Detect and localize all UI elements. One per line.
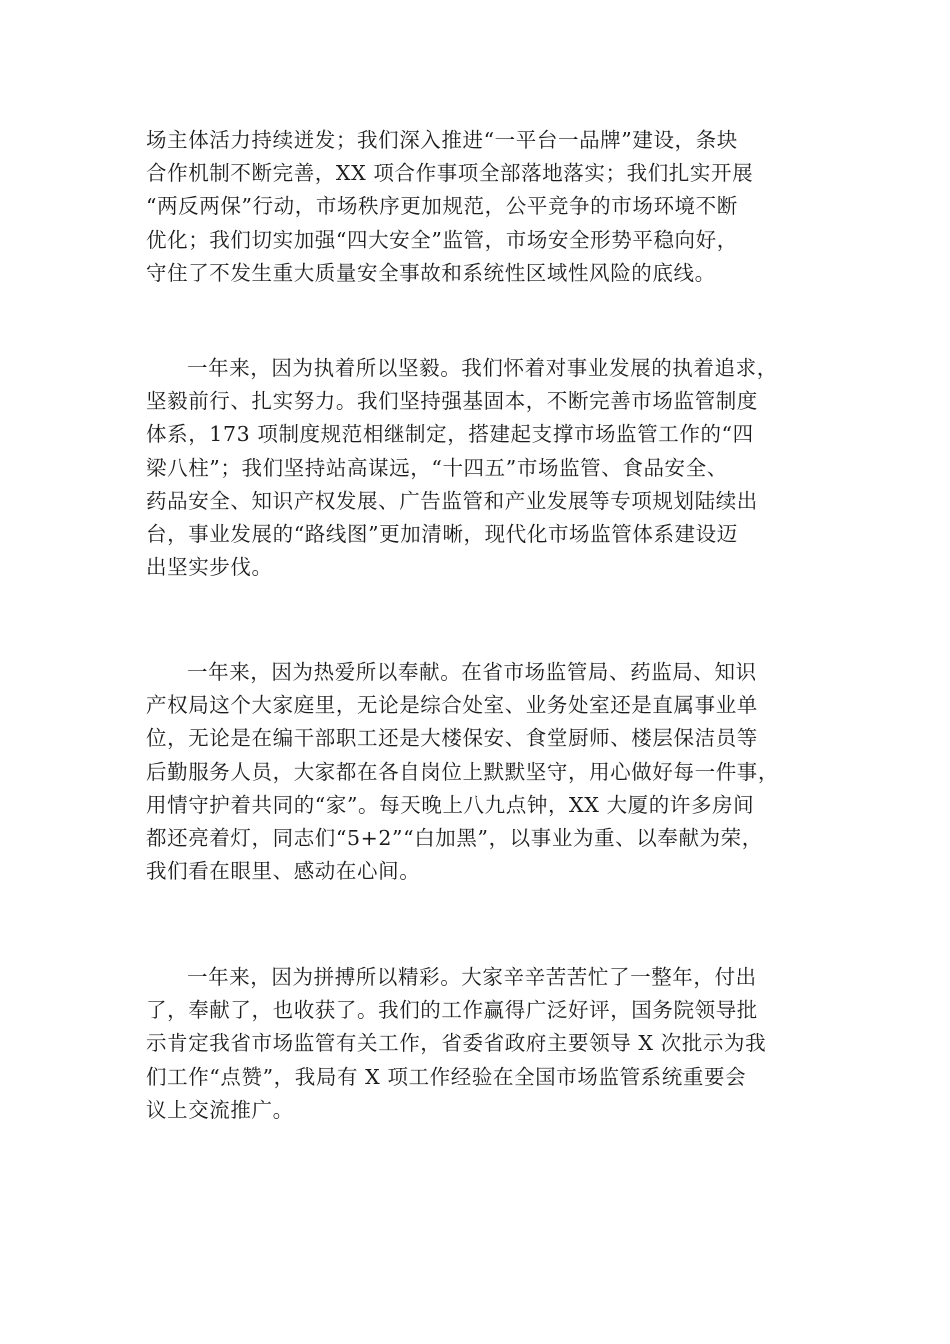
text-line: 用情守护着共同的“家”。每天晚上八九点钟，XX 大厦的许多房间 [146,792,755,817]
text-line: 了，奉献了，也收获了。我们的工作赢得广泛好评，国务院领导批 [146,998,758,1023]
text-line: 一年来，因为热爱所以奉献。在省市场监管局、药监局、知识 [187,660,757,684]
text-line: 出坚实步伐。 [146,555,273,580]
paragraph-perseverance [146,352,814,584]
text-line: 位，无论是在编干部职工还是大楼保安、食堂厨师、楼层保洁员等 [146,726,758,751]
text-line: 药品安全、知识产权发展、广告监管和产业发展等专项规划陆续出 [146,488,758,513]
text-line: 体系，173 项制度规范相继制定，搭建起支撑市场监管工作的“四 [146,422,754,447]
text-line: 坚毅前行、扎实努力。我们坚持强基固本，不断完善市场监管制度 [146,389,758,414]
text-line: 场主体活力持续迸发；我们深入推进“一平台一品牌”建设，条块 [146,128,738,152]
text-line: “两反两保”行动，市场秩序更加规范，公平竞争的市场环境不断 [146,194,738,219]
text-line: 优化；我们切实加强“四大安全”监管，市场安全形势平稳向好， [146,227,738,252]
text-line: 议上交流推广。 [146,1097,294,1122]
text-line: 示肯定我省市场监管有关工作，省委省政府主要领导 X 次批示为我 [146,1031,767,1056]
text-line: 都还亮着灯，同志们“5+2”“白加黑”，以事业为重、以奉献为荣， [146,825,763,850]
text-line: 一年来，因为拼搏所以精彩。大家辛辛苦苦忙了一整年，付出 [187,965,757,989]
paragraph-dedication [146,656,814,888]
text-line: 产权局这个大家庭里，无论是综合处室、业务处室还是直属事业单 [146,693,758,718]
text-line: 梁八柱”；我们坚持站高谋远，“十四五”市场监管、食品安全、 [146,455,728,480]
text-line: 台，事业发展的“路线图”更加清晰，现代化市场监管体系建设迈 [146,521,738,546]
paragraph-continuation [146,124,814,290]
paragraph-achievement [146,961,814,1127]
text-line: 我们看在眼里、感动在心间。 [146,859,421,884]
text-line: 合作机制不断完善，XX 项合作事项全部落地落实；我们扎实开展 [146,161,754,186]
text-line: 后勤服务人员，大家都在各自岗位上默默坚守，用心做好每一件事， [146,759,779,784]
text-line: 一年来，因为执着所以坚毅。我们怀着对事业发展的执着追求， [187,356,778,380]
text-line: 们工作“点赞”，我局有 X 项工作经验在全国市场监管系统重要会 [146,1064,747,1089]
text-line: 守住了不发生重大质量安全事故和系统性区域性风险的底线。 [146,260,716,285]
